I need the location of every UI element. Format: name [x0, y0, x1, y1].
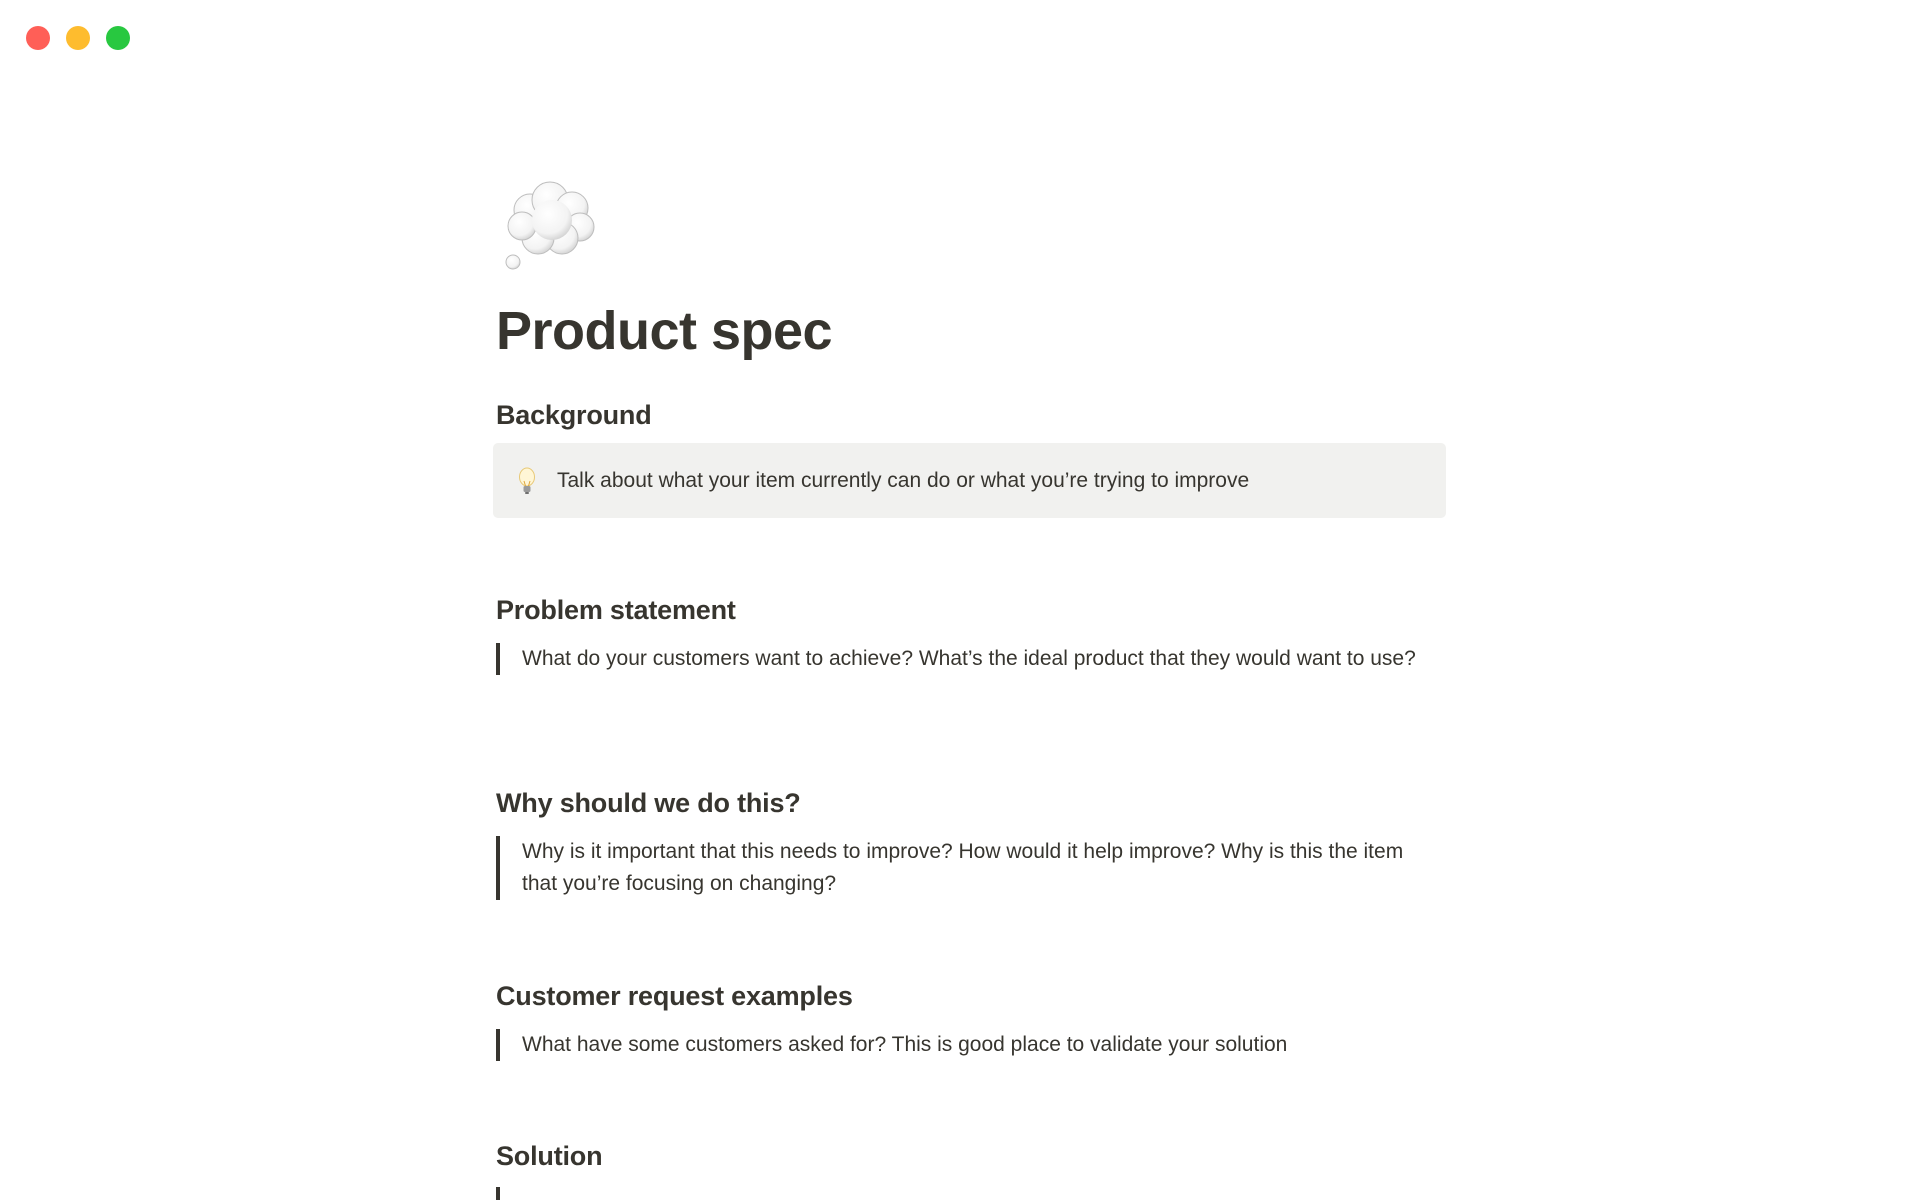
heading-solution[interactable]: Solution: [496, 1141, 603, 1171]
heading-background[interactable]: Background: [496, 400, 652, 430]
window-controls: [26, 26, 130, 50]
quote-problem-statement[interactable]: What do your customers want to achieve? What’s the ideal product that they would want to use?: [496, 643, 1436, 675]
lightbulb-icon[interactable]: [511, 465, 543, 497]
callout-text: Talk about what your item currently can do or what you’re trying to improve: [557, 468, 1250, 492]
thought-balloon-icon[interactable]: [500, 172, 600, 272]
page-title[interactable]: Product spec: [496, 301, 833, 361]
close-window-button[interactable]: [26, 26, 50, 50]
heading-problem-statement[interactable]: Problem statement: [496, 595, 736, 625]
zoom-window-button[interactable]: [106, 26, 130, 50]
quote-why-should-we-do-this[interactable]: Why is it important that this needs to improve? How would it help improve? Why is this the item that you’re focusing on changing?: [496, 836, 1436, 900]
quote-customer-request-examples[interactable]: What have some customers asked for? This is good place to validate your solution: [496, 1029, 1436, 1061]
heading-why-should-we-do-this[interactable]: Why should we do this?: [496, 788, 801, 818]
heading-customer-request-examples[interactable]: Customer request examples: [496, 981, 853, 1011]
callout-block[interactable]: [493, 443, 1446, 518]
quote-bar-partial: [496, 1187, 500, 1200]
minimize-window-button[interactable]: [66, 26, 90, 50]
